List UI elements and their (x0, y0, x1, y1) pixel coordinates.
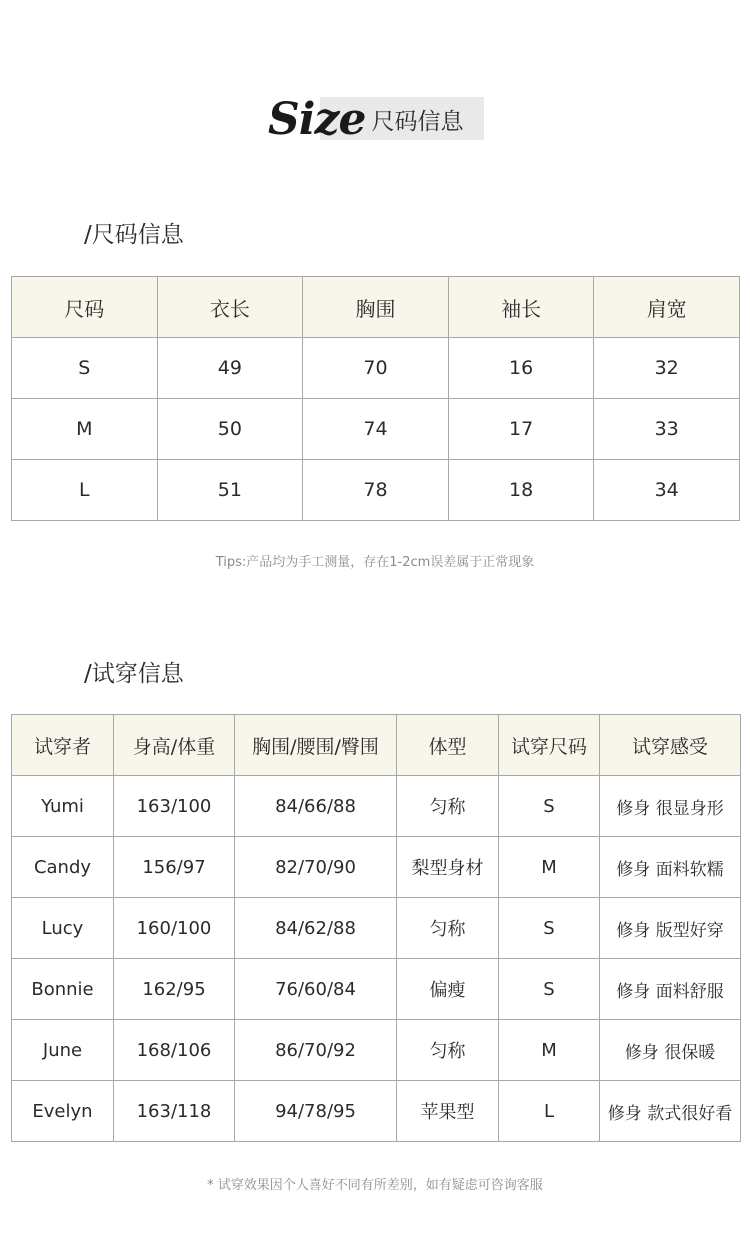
fit-table-cell: 160/100 (114, 898, 235, 959)
fit-table-row (12, 1081, 741, 1142)
header-subtitle: 尺码信息 (371, 109, 464, 135)
fit-section-title: /试穿信息 (84, 661, 184, 687)
fit-table-cell: 162/95 (114, 959, 235, 1020)
size-table-header-row (12, 277, 740, 338)
size-table (11, 276, 740, 521)
fit-table-row (12, 776, 741, 837)
fit-table-row (12, 898, 741, 959)
fit-table-cell: 修身 面料软糯 (600, 837, 741, 898)
fit-table-cell: Yumi (12, 776, 114, 837)
fit-table-header-cell: 试穿者 (12, 715, 114, 776)
fit-table-cell: S (499, 776, 600, 837)
fit-table-header-cell: 胸围/腰围/臀围 (235, 715, 397, 776)
fit-table-header-cell: 试穿感受 (600, 715, 741, 776)
fit-table-cell: 苹果型 (397, 1081, 499, 1142)
size-table-header-cell: 袖长 (448, 277, 594, 338)
size-table-cell: 34 (594, 460, 740, 521)
fit-table-cell: 163/118 (114, 1081, 235, 1142)
fit-table-cell: 匀称 (397, 776, 499, 837)
fit-table-cell: M (499, 837, 600, 898)
size-table-cell: L (12, 460, 158, 521)
size-table-cell: M (12, 399, 158, 460)
size-table-cell: 17 (448, 399, 594, 460)
size-table-cell: S (12, 338, 158, 399)
header-size-word: Size (268, 94, 366, 145)
fit-table-cell: 86/70/92 (235, 1020, 397, 1081)
size-table-header-cell: 胸围 (303, 277, 449, 338)
size-table-cell: 33 (594, 399, 740, 460)
size-table-cell: 70 (303, 338, 449, 399)
size-table-cell: 50 (157, 399, 303, 460)
fit-table-header-cell: 体型 (397, 715, 499, 776)
fit-table-cell: Evelyn (12, 1081, 114, 1142)
fit-table-body (12, 776, 741, 1142)
fit-table-cell: 修身 面料舒服 (600, 959, 741, 1020)
fit-table-cell: 82/70/90 (235, 837, 397, 898)
size-table-header-cell: 衣长 (157, 277, 303, 338)
size-table-row (12, 460, 740, 521)
size-table-row (12, 338, 740, 399)
fit-table-cell: 84/66/88 (235, 776, 397, 837)
fit-table-row (12, 837, 741, 898)
fit-table-cell: S (499, 959, 600, 1020)
fit-table-cell: 163/100 (114, 776, 235, 837)
size-table-cell: 16 (448, 338, 594, 399)
fit-table-cell: 修身 版型好穿 (600, 898, 741, 959)
fit-table-cell: 修身 款式很好看 (600, 1081, 741, 1142)
fit-table-cell: 修身 很保暖 (600, 1020, 741, 1081)
fit-table-header-row (12, 715, 741, 776)
size-table-body (12, 338, 740, 521)
fit-table-cell: Candy (12, 837, 114, 898)
fit-table-header-cell: 试穿尺码 (499, 715, 600, 776)
size-table-cell: 18 (448, 460, 594, 521)
fit-table-cell: 84/62/88 (235, 898, 397, 959)
fit-table-cell: 94/78/95 (235, 1081, 397, 1142)
fit-table-cell: 修身 很显身形 (600, 776, 741, 837)
fit-table-row (12, 959, 741, 1020)
fit-table-cell: 偏瘦 (397, 959, 499, 1020)
fit-table-cell: Lucy (12, 898, 114, 959)
size-table-header-cell: 尺码 (12, 277, 158, 338)
fit-table-cell: 156/97 (114, 837, 235, 898)
size-table-cell: 78 (303, 460, 449, 521)
fit-table-cell: June (12, 1020, 114, 1081)
fit-note: * 试穿效果因个人喜好不同有所差别，如有疑虑可咨询客服 (207, 1178, 543, 1193)
size-table-cell: 74 (303, 399, 449, 460)
page-header (268, 92, 464, 145)
fit-table (11, 714, 741, 1142)
fit-table-cell: Bonnie (12, 959, 114, 1020)
fit-table-cell: S (499, 898, 600, 959)
size-tips: Tips:产品均为手工测量，存在1-2cm误差属于正常现象 (215, 555, 535, 570)
fit-table-header-cell: 身高/体重 (114, 715, 235, 776)
fit-table-cell: 168/106 (114, 1020, 235, 1081)
fit-table-row (12, 1020, 741, 1081)
fit-table-cell: 76/60/84 (235, 959, 397, 1020)
fit-table-cell: 梨型身材 (397, 837, 499, 898)
size-table-row (12, 399, 740, 460)
size-section-title: /尺码信息 (84, 222, 184, 248)
size-table-cell: 49 (157, 338, 303, 399)
size-table-cell: 32 (594, 338, 740, 399)
fit-table-cell: 匀称 (397, 1020, 499, 1081)
fit-table-cell: L (499, 1081, 600, 1142)
size-table-header-cell: 肩宽 (594, 277, 740, 338)
fit-table-cell: 匀称 (397, 898, 499, 959)
size-table-cell: 51 (157, 460, 303, 521)
fit-table-cell: M (499, 1020, 600, 1081)
